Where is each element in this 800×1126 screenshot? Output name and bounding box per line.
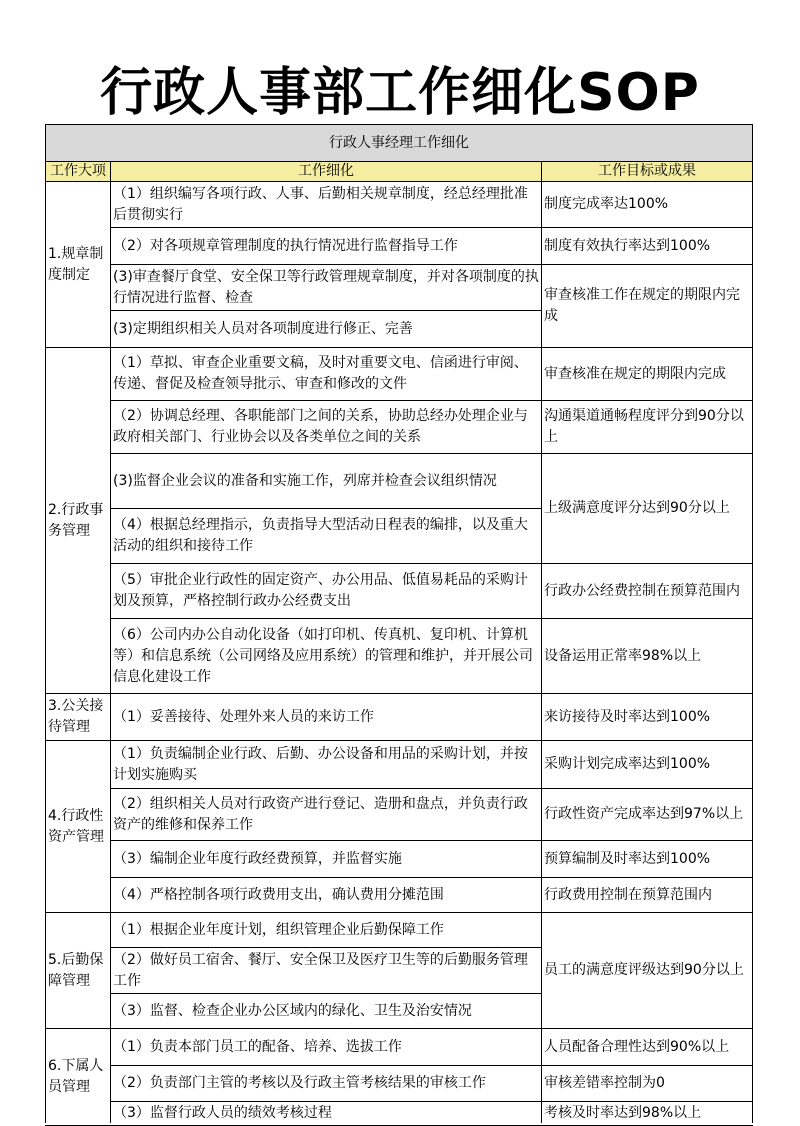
goal-cell: 审查核准在规定的期限内完成 <box>542 348 753 401</box>
category-cell: 5.后勤保障管理 <box>46 913 111 1029</box>
category-cell: 2.行政事务管理 <box>46 348 111 694</box>
table-row <box>46 619 753 694</box>
table-row <box>46 401 753 454</box>
goal-cell: 采购计划完成率达到100% <box>542 741 753 789</box>
task-cell: （6）公司内办公自动化设备（如打印机、传真机、复印机、计算机等）和信息系统（公司网络及应用系统）的管理和维护，并开展公司信息化建设工作 <box>111 619 542 694</box>
goal-cell: 制度有效执行率达到100% <box>542 228 753 265</box>
task-cell: （1）根据企业年度计划，组织管理企业后勤保障工作 <box>111 913 542 948</box>
header-goal: 工作目标或成果 <box>542 162 753 182</box>
goal-cell: 行政性资产完成率达到97%以上 <box>542 789 753 841</box>
header-detail: 工作细化 <box>111 162 542 182</box>
goal-cell: 来访接待及时率达到100% <box>542 694 753 741</box>
table-row <box>46 741 753 789</box>
task-cell: (3)定期组织相关人员对各项制度进行修正、完善 <box>111 311 542 348</box>
task-cell: （3）监督、检查企业办公区域内的绿化、卫生及治安情况 <box>111 994 542 1029</box>
goal-cell: 考核及时率达到98%以上 <box>542 1102 753 1126</box>
task-cell: （1）草拟、审查企业重要文稿，及时对重要文电、信函进行审阅、传递、督促及检查领导批示、审查和修改的文件 <box>111 348 542 401</box>
task-cell: （2）负责部门主管的考核以及行政主管考核结果的审核工作 <box>111 1066 542 1102</box>
task-cell: （5）审批企业行政性的固定资产、办公用品、低值易耗品的采购计划及预算，严格控制行政办公经费支出 <box>111 564 542 619</box>
table-row <box>46 841 753 878</box>
table-row <box>46 265 753 311</box>
task-cell: （4）根据总经理指示，负责指导大型活动日程表的编排，以及重大活动的组织和接待工作 <box>111 509 542 564</box>
table-row <box>46 694 753 741</box>
header-row <box>46 162 753 182</box>
table-row <box>46 1066 753 1102</box>
table-row <box>46 1102 753 1126</box>
task-cell: （2）对各项规章管理制度的执行情况进行监督指导工作 <box>111 228 542 265</box>
goal-cell: 制度完成率达100% <box>542 182 753 228</box>
goal-cell: 预算编制及时率达到100% <box>542 841 753 878</box>
task-cell: (3)审查餐厅食堂、安全保卫等行政管理规章制度，并对各项制度的执行情况进行监督、检查 <box>111 265 542 311</box>
table-row <box>46 228 753 265</box>
table-row <box>46 182 753 228</box>
task-cell: （1）妥善接待、处理外来人员的来访工作 <box>111 694 542 741</box>
task-cell: （3）编制企业年度行政经费预算，并监督实施 <box>111 841 542 878</box>
goal-cell: 人员配备合理性达到90%以上 <box>542 1029 753 1066</box>
table-subtitle: 行政人事经理工作细化 <box>46 125 753 162</box>
category-cell: 4.行政性资产管理 <box>46 741 111 913</box>
goal-cell: 员工的满意度评级达到90分以上 <box>542 913 753 1029</box>
table-row <box>46 348 753 401</box>
goal-cell: 审查核准工作在规定的期限内完成 <box>542 265 753 348</box>
task-cell: （2）做好员工宿舍、餐厅、安全保卫及医疗卫生等的后勤服务管理工作 <box>111 948 542 994</box>
task-cell: （2）协调总经理、各职能部门之间的关系，协助总经办处理企业与政府相关部门、行业协会以及各类单位之间的关系 <box>111 401 542 454</box>
task-cell: （2）组织相关人员对行政资产进行登记、造册和盘点，并负责行政资产的维修和保养工作 <box>111 789 542 841</box>
task-cell: （4）严格控制各项行政费用支出，确认费用分摊范围 <box>111 878 542 913</box>
task-cell: （1）组织编写各项行政、人事、后勤相关规章制度，经总经理批准后贯彻实行 <box>111 182 542 228</box>
goal-cell: 上级满意度评分达到90分以上 <box>542 454 753 564</box>
goal-cell: 审核差错率控制为0 <box>542 1066 753 1102</box>
sop-table <box>45 124 753 1126</box>
table-row <box>46 789 753 841</box>
table-row <box>46 913 753 948</box>
task-cell: （3）监督行政人员的绩效考核过程 <box>111 1102 542 1126</box>
table-row <box>46 878 753 913</box>
goal-cell: 行政办公经费控制在预算范围内 <box>542 564 753 619</box>
header-category: 工作大项 <box>46 162 111 182</box>
document-title: 行政人事部工作细化SOP <box>100 63 700 123</box>
goal-cell: 行政费用控制在预算范围内 <box>542 878 753 913</box>
goal-cell: 沟通渠道通畅程度评分到90分以上 <box>542 401 753 454</box>
task-cell: （1）负责本部门员工的配备、培养、选拔工作 <box>111 1029 542 1066</box>
table-row <box>46 564 753 619</box>
category-cell: 6.下属人员管理 <box>46 1029 111 1126</box>
goal-cell: 设备运用正常率98%以上 <box>542 619 753 694</box>
table-row <box>46 454 753 509</box>
task-cell: （1）负责编制企业行政、后勤、办公设备和用品的采购计划，并按计划实施购买 <box>111 741 542 789</box>
table-row <box>46 1029 753 1066</box>
category-cell: 3.公关接待管理 <box>46 694 111 741</box>
category-cell: 1.规章制度制定 <box>46 182 111 348</box>
task-cell: (3)监督企业会议的准备和实施工作，列席并检查会议组织情况 <box>111 454 542 509</box>
